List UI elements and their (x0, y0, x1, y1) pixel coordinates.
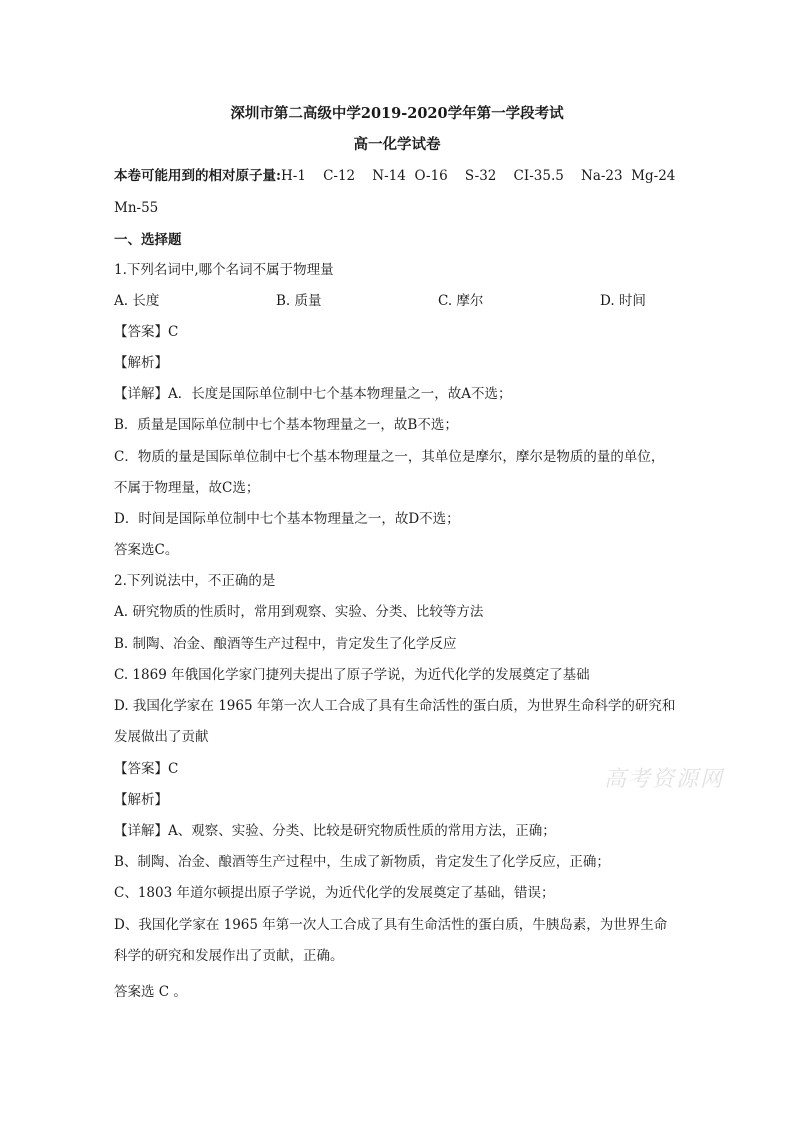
q1-option-b: B. 质量 (276, 293, 322, 309)
q1-detail-line: C．物质的量是国际单位制中七个基本物理量之一，其单位是摩尔，摩尔是物质的量的单位， (114, 449, 665, 465)
q2-conclusion: 答案选 C 。 (114, 984, 187, 1000)
q1-conclusion: 答案选C。 (114, 542, 179, 558)
exam-title: 深圳市第二高级中学2019-2020学年第一学段考试 (230, 105, 564, 122)
q2-option-d-cont: 发展做出了贡献 (114, 729, 209, 745)
atomic-mass-values: H-1 C-12 N-14 O-16 S-32 CI-35.5 Na-23 Mg-24 (280, 168, 676, 184)
watermark: 高考资源网 (604, 767, 725, 792)
q2-detail-line: B、制陶、冶金、酿酒等生产过程中，生成了新物质，肯定发生了化学反应，正确； (114, 854, 610, 870)
q2-detail-line: C、1803 年道尔顿提出原子学说，为近代化学的发展奠定了基础，错误； (114, 885, 555, 901)
q2-option-a: A. 研究物质的性质时，常用到观察、实验、分类、比较等方法 (114, 604, 484, 620)
q2-option-d: D. 我国化学家在 1965 年第一次人工合成了具有生命活性的蛋白质，为世界生命科学的研究和 (114, 698, 676, 714)
q1-option-d: D. 时间 (600, 293, 646, 309)
exam-subtitle: 高一化学试卷 (353, 136, 441, 153)
q1-option-a: A. 长度 (114, 293, 160, 309)
q1-detail-line: B．质量是国际单位制中七个基本物理量之一，故B不选； (114, 417, 458, 433)
q2-detail-line: 【详解】A、观察、实验、分类、比较是研究物质性质的常用方法，正确； (114, 823, 556, 839)
q1-analysis-label: 【解析】 (114, 355, 168, 371)
q1-stem: 1.下列名词中,哪个名词不属于物理量 (114, 262, 334, 278)
q2-analysis-label: 【解析】 (114, 792, 168, 808)
q2-option-b: B. 制陶、冶金、酿酒等生产过程中，肯定发生了化学反应 (114, 636, 457, 652)
q2-detail-line: D、我国化学家在 1965 年第一次人工合成了具有生命活性的蛋白质，牛胰岛素，为世界生命 (114, 917, 668, 933)
q2-answer: 【答案】C (114, 761, 179, 777)
atomic-mass-label: 本卷可能用到的相对原子量: (114, 168, 281, 184)
section-title: 一、选择题 (114, 232, 182, 248)
atomic-mass-line (114, 167, 734, 185)
q1-answer: 【答案】C (114, 324, 179, 340)
q2-option-c: C. 1869 年俄国化学家门捷列夫提出了原子学说，为近代化学的发展奠定了基础 (114, 667, 590, 683)
q1-detail-line: 不属于物理量，故C选； (114, 480, 260, 496)
q1-detail-line: 【详解】A．长度是国际单位制中七个基本物理量之一，故A不选； (114, 386, 512, 402)
q1-detail-line: D．时间是国际单位制中七个基本物理量之一，故D不选； (114, 511, 460, 527)
q2-stem: 2.下列说法中，不正确的是 (114, 573, 276, 589)
atomic-mass-values-cont: Mn-55 (114, 200, 159, 216)
q1-option-c: C. 摩尔 (438, 293, 484, 309)
q2-detail-line: 科学的研究和发展作出了贡献，正确。 (114, 948, 344, 964)
